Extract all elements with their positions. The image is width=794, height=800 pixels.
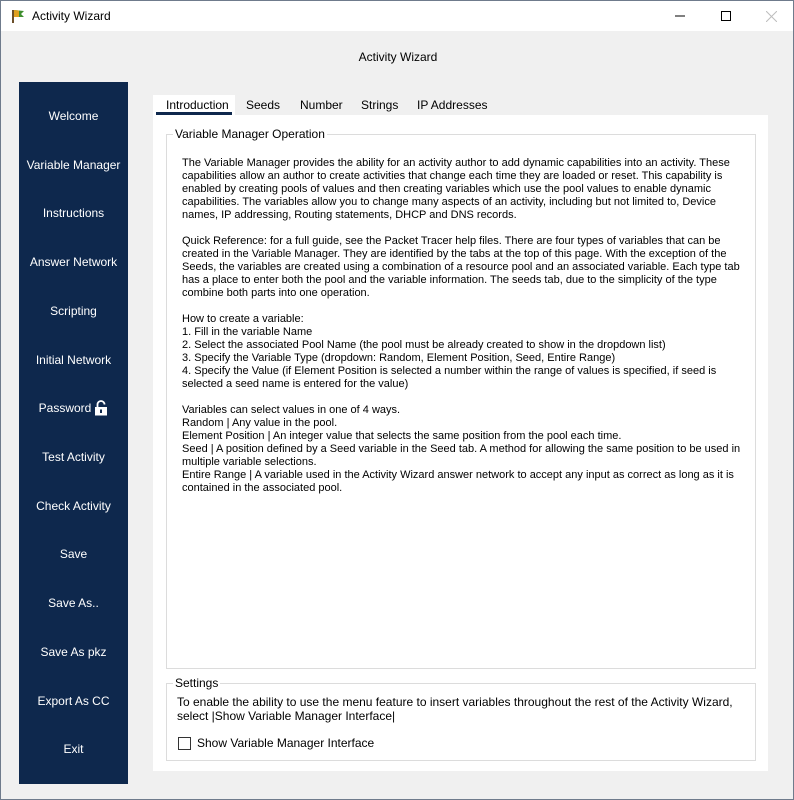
sidebar-item-label: Save As.. <box>48 596 99 610</box>
sidebar-item-answer-network[interactable] <box>19 245 128 279</box>
checkbox-box[interactable] <box>178 737 191 750</box>
groupbox-title: Settings <box>175 676 219 690</box>
sidebar-item-label: Test Activity <box>42 450 105 464</box>
settings-groupbox <box>166 676 756 761</box>
sidebar-item-scripting[interactable] <box>19 294 128 328</box>
sidebar-item-label: Initial Network <box>35 353 112 367</box>
close-icon <box>766 11 777 22</box>
maximize-icon <box>721 11 731 21</box>
sidebar-item-label: Save As pkz <box>40 645 107 659</box>
tab-introduction[interactable] <box>153 95 235 115</box>
sidebar-item-exit[interactable] <box>19 732 128 766</box>
variable-manager-description: The Variable Manager provides the ability for an activity author to add dynamic capabilities into an activity. These capabilities allow an author to create activities that change each time they are loaded or reset. This capability is enabled by creating pools of values and then creating variables which use the pool values to enable dynamic capabilities. The variables allow you to change many aspects of an activity, including but not limited to, Device names, IP addressing, Routing statements, DHCP and DNS records. Quick Reference: for a full guide, see the Packet Tracer help files. There are four types of variables that can be created in the Variable Manager. They are identified by the tabs at the top of this page. With the exception of the Seeds, the variables are created using a combination of a resource pool and an associated variable. Each type tab has a place to enter both the pool and the variable information. The seeds tab, due to the simplicity of the type combine both parts into one operation. How to create a variable: 1. Fill in the variable Name 2. Select the associated Pool Name (the pool must be already created to show in the dropdown list) 3. Specify the Variable Type (dropdown: Random, Element Position, Seed, Entire Range) 4. Specify the Value (if Element Position is selected a number within the range of values is specified, if seed is selected a seed name is entered for the value) Variables can select values in one of 4 ways. Random | Any value in the pool. Element Position | An integer value that selects the same position from the pool each time. Seed | A position defined by a Seed variable in the Seed tab. A method for allowing the same position to be used in multiple variable selections. Entire Range | A variable used in the Activity Wizard answer network to accept any input as correct as long as it is contained in the associated pool. <box>182 157 741 494</box>
settings-description: To enable the ability to use the menu feature to insert variables throughout the rest of the Activity Wizard, select |Show Variable Manager Interface| <box>177 695 736 723</box>
sidebar-item-label: Welcome <box>48 109 99 123</box>
tab-label: Seeds <box>246 98 281 112</box>
minimize-icon <box>675 11 685 21</box>
sidebar-item-test-activity[interactable] <box>19 440 128 474</box>
sidebar-item-check-activity[interactable] <box>19 489 128 523</box>
tab-number[interactable] <box>287 95 350 115</box>
sidebar-item-save[interactable] <box>19 537 128 571</box>
tab-container <box>153 95 768 771</box>
sidebar-item-variable-manager[interactable] <box>19 148 128 182</box>
show-variable-manager-interface-checkbox[interactable] <box>178 736 374 750</box>
sidebar-item-initial-network[interactable] <box>19 343 128 377</box>
page-heading: Activity Wizard <box>358 50 438 64</box>
sidebar-item-label: Check Activity <box>36 499 111 513</box>
window-title: Activity Wizard <box>32 9 111 23</box>
tab-label: IP Addresses <box>417 98 488 112</box>
tab-label: Number <box>300 98 343 112</box>
sidebar-item-welcome[interactable] <box>19 99 128 133</box>
sidebar-item-label: Variable Manager <box>26 158 121 172</box>
checkbox-label: Show Variable Manager Interface <box>197 736 375 750</box>
sidebar-item-export-as-cc[interactable] <box>19 684 128 718</box>
tab-seeds[interactable] <box>235 95 287 115</box>
tab-label: Strings <box>361 98 399 112</box>
sidebar-item-label: Exit <box>63 742 84 756</box>
groupbox-title: Variable Manager Operation <box>175 127 325 141</box>
activity-wizard-app-icon <box>10 8 26 24</box>
introduction-panel <box>153 115 768 771</box>
minimize-button[interactable] <box>657 1 703 31</box>
sidebar <box>19 82 128 784</box>
sidebar-item-label: Export As CC <box>37 694 110 708</box>
sidebar-item-save-as[interactable] <box>19 586 128 620</box>
tab-label: Introduction <box>166 98 229 112</box>
sidebar-item-password[interactable] <box>19 391 128 425</box>
unlocked-padlock-icon <box>94 400 108 416</box>
sidebar-item-save-as-pkz[interactable] <box>19 635 128 669</box>
title-bar[interactable] <box>1 1 793 31</box>
sidebar-item-label: Scripting <box>50 304 97 318</box>
sidebar-item-label: Instructions <box>42 206 105 220</box>
variable-manager-groupbox <box>166 127 756 669</box>
tab-strings[interactable] <box>350 95 407 115</box>
close-button[interactable] <box>748 1 794 31</box>
sidebar-item-instructions[interactable] <box>19 196 128 230</box>
sidebar-item-label: Answer Network <box>29 255 118 269</box>
sidebar-item-label: Password <box>38 401 92 415</box>
tab-ip-addresses[interactable] <box>407 95 491 115</box>
sidebar-item-label: Save <box>59 547 88 561</box>
maximize-button[interactable] <box>703 1 749 31</box>
